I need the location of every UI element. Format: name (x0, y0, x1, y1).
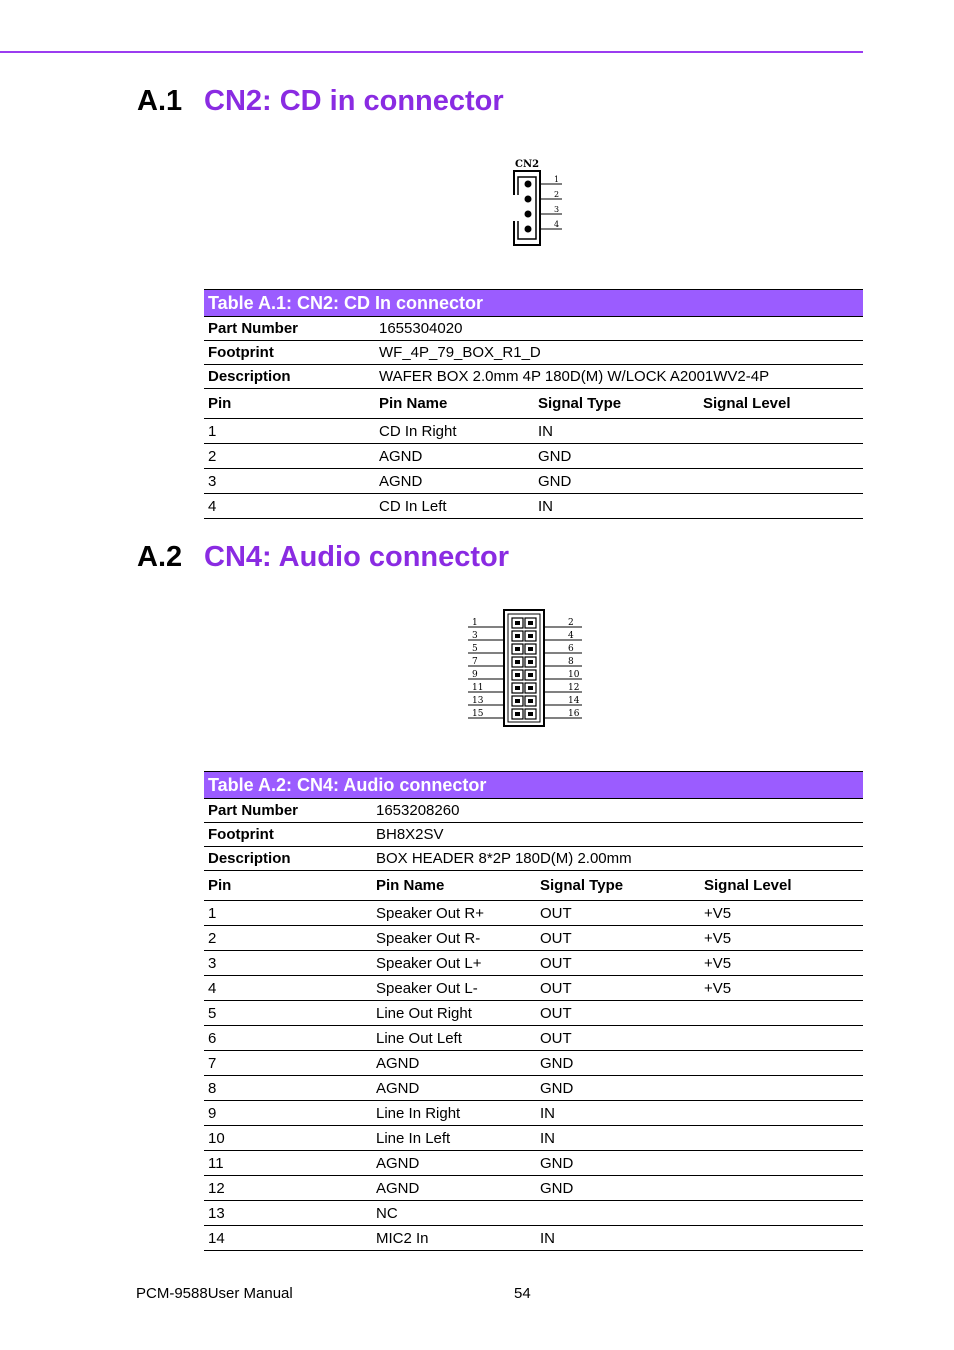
signal-type-cell: IN (534, 494, 699, 519)
cn4-pin-odd-core (515, 634, 520, 638)
pin-cell: 11 (204, 1151, 372, 1176)
part-number-label: Part Number (204, 317, 375, 341)
footer-page-number: 54 (514, 1285, 531, 1302)
signal-type-cell: GND (536, 1076, 700, 1101)
pin-name-cell: Line Out Right (372, 1001, 536, 1026)
cn4-pin-odd-core (515, 686, 520, 690)
table-row (204, 419, 863, 444)
signal-type-cell: OUT (536, 901, 700, 926)
column-header-pin: Pin (204, 389, 375, 419)
cn4-pin-even-core (528, 660, 533, 664)
cn4-connector-diagram (462, 606, 592, 731)
signal-level-cell: +V5 (700, 926, 863, 951)
table-row (204, 494, 863, 519)
table-row (204, 1201, 863, 1226)
cn4-pin-label-right: 8 (568, 657, 574, 667)
part-number-value: 1653208260 (372, 799, 863, 823)
pin-name-cell: AGND (375, 469, 534, 494)
cn4-pin-label-left: 5 (472, 644, 478, 654)
pin-name-cell: AGND (372, 1151, 536, 1176)
signal-level-cell (700, 1051, 863, 1076)
pin-cell: 13 (204, 1201, 372, 1226)
pin-name-cell: Speaker Out L- (372, 976, 536, 1001)
cn4-pin-label-left: 3 (472, 631, 478, 641)
cn4-pin-even-core (528, 699, 533, 703)
signal-type-cell: GND (536, 1051, 700, 1076)
pin-name-cell: Line In Left (372, 1126, 536, 1151)
pin-cell: 12 (204, 1176, 372, 1201)
cn4-pin-label-left: 1 (472, 618, 478, 628)
signal-level-cell (699, 494, 863, 519)
signal-type-cell: GND (536, 1151, 700, 1176)
table-row (204, 1176, 863, 1201)
table-row (204, 1051, 863, 1076)
cn2-pin-label: 1 (554, 175, 560, 184)
signal-type-cell: OUT (536, 1001, 700, 1026)
cn4-pin-label-left: 9 (472, 670, 478, 680)
cn4-pin-odd-core (515, 699, 520, 703)
pin-cell: 3 (204, 951, 372, 976)
cn4-pin-odd-core (515, 647, 520, 651)
table-row (204, 1101, 863, 1126)
pin-cell: 6 (204, 1026, 372, 1051)
signal-level-cell (700, 1151, 863, 1176)
signal-level-cell (699, 444, 863, 469)
pin-name-cell: NC (372, 1201, 536, 1226)
table-caption: Table A.2: CN4: Audio connector (204, 772, 863, 799)
signal-level-cell (700, 1076, 863, 1101)
cn2-pin-1 (525, 181, 532, 188)
pin-name-cell: AGND (375, 444, 534, 469)
cn4-pin-label-right: 4 (568, 631, 574, 641)
cn4-pin-label-left: 13 (472, 696, 484, 706)
section-heading-a2 (137, 537, 509, 577)
signal-type-cell: IN (536, 1226, 700, 1251)
column-header-signal-type: Signal Type (534, 389, 699, 419)
table-row (204, 951, 863, 976)
cn4-pins (468, 618, 582, 719)
pin-cell: 7 (204, 1051, 372, 1076)
signal-level-cell: +V5 (700, 976, 863, 1001)
column-header-signal-level: Signal Level (699, 389, 863, 419)
cn2-pin-4 (525, 226, 532, 233)
cn4-pin-even-core (528, 647, 533, 651)
cn2-pin-label: 2 (554, 190, 560, 199)
table-row (204, 901, 863, 926)
cn2-pin-label: 3 (554, 205, 560, 214)
cn4-pin-even-core (528, 673, 533, 677)
cn4-pin-label-right: 12 (568, 683, 580, 693)
cn4-pin-odd-core (515, 660, 520, 664)
cn4-pin-label-left: 11 (472, 683, 484, 693)
cn2-connector-label: CN2 (515, 159, 540, 170)
pin-name-cell: Speaker Out R+ (372, 901, 536, 926)
signal-type-cell: OUT (536, 1026, 700, 1051)
pin-name-cell: Line Out Left (372, 1026, 536, 1051)
pin-cell: 4 (204, 494, 375, 519)
table-row (204, 1026, 863, 1051)
section-title: CN2: CD in connector (204, 85, 504, 117)
cn4-pin-label-right: 2 (568, 618, 574, 628)
pin-cell: 14 (204, 1226, 372, 1251)
pin-cell: 4 (204, 976, 372, 1001)
signal-type-cell: OUT (536, 926, 700, 951)
cn4-pin-even-core (528, 621, 533, 625)
footprint-label: Footprint (204, 341, 375, 365)
cn2-pin-2 (525, 196, 532, 203)
table-caption: Table A.1: CN2: CD In connector (204, 290, 863, 317)
signal-type-cell: IN (534, 419, 699, 444)
cn2-pin-label: 4 (554, 220, 560, 229)
signal-level-cell (700, 1176, 863, 1201)
part-number-value: 1655304020 (375, 317, 863, 341)
signal-type-cell (536, 1201, 700, 1226)
cn2-pin-3 (525, 211, 532, 218)
pin-cell: 1 (204, 901, 372, 926)
cn4-pin-label-right: 16 (568, 709, 580, 719)
signal-type-cell: OUT (536, 951, 700, 976)
table-row (204, 444, 863, 469)
pin-cell: 9 (204, 1101, 372, 1126)
signal-type-cell: IN (536, 1126, 700, 1151)
signal-level-cell (699, 469, 863, 494)
cn2-connector-diagram (500, 155, 570, 250)
signal-level-cell (700, 1201, 863, 1226)
footprint-value: BH8X2SV (372, 823, 863, 847)
column-header-pin-name: Pin Name (372, 871, 536, 901)
cn2-lock-notch (513, 195, 519, 221)
signal-type-cell: OUT (536, 976, 700, 1001)
section-number: A.1 (137, 85, 183, 117)
signal-level-cell (700, 1101, 863, 1126)
table-row (204, 1001, 863, 1026)
pin-name-cell: CD In Right (375, 419, 534, 444)
section-number: A.2 (137, 541, 183, 573)
pin-name-cell: MIC2 In (372, 1226, 536, 1251)
pin-name-cell: CD In Left (375, 494, 534, 519)
column-header-pin: Pin (204, 871, 372, 901)
pin-cell: 3 (204, 469, 375, 494)
table-row (204, 926, 863, 951)
signal-type-cell: GND (536, 1176, 700, 1201)
table-row (204, 469, 863, 494)
pin-name-cell: AGND (372, 1076, 536, 1101)
pin-cell: 10 (204, 1126, 372, 1151)
cn4-pin-odd-core (515, 621, 520, 625)
pin-cell: 8 (204, 1076, 372, 1101)
signal-level-cell (700, 1126, 863, 1151)
section-heading-a1 (137, 81, 504, 121)
description-label: Description (204, 847, 372, 871)
cn4-pin-label-right: 10 (568, 670, 580, 680)
signal-level-cell: +V5 (700, 901, 863, 926)
table-a2 (204, 771, 863, 1251)
part-number-label: Part Number (204, 799, 372, 823)
pin-name-cell: Speaker Out L+ (372, 951, 536, 976)
signal-type-cell: GND (534, 444, 699, 469)
signal-level-cell (699, 419, 863, 444)
column-header-signal-level: Signal Level (700, 871, 863, 901)
cn4-pin-label-right: 14 (568, 696, 580, 706)
table-row (204, 976, 863, 1001)
signal-type-cell: IN (536, 1101, 700, 1126)
pin-name-cell: Line In Right (372, 1101, 536, 1126)
section-title: CN4: Audio connector (204, 541, 510, 573)
description-value: BOX HEADER 8*2P 180D(M) 2.00mm (372, 847, 863, 871)
description-value: WAFER BOX 2.0mm 4P 180D(M) W/LOCK A2001WV2-4P (375, 365, 863, 389)
footprint-label: Footprint (204, 823, 372, 847)
signal-type-cell: GND (534, 469, 699, 494)
cn4-pin-even-core (528, 712, 533, 716)
cn4-pin-even-core (528, 686, 533, 690)
footprint-value: WF_4P_79_BOX_R1_D (375, 341, 863, 365)
cn4-pin-odd-core (515, 712, 520, 716)
table-row (204, 1226, 863, 1251)
cn4-housing (504, 610, 544, 726)
table-row (204, 1151, 863, 1176)
header-rule (0, 51, 863, 53)
cn4-pin-label-left: 15 (472, 709, 484, 719)
pin-cell: 5 (204, 1001, 372, 1026)
signal-level-cell (700, 1001, 863, 1026)
pin-name-cell: Speaker Out R- (372, 926, 536, 951)
table-a1 (204, 289, 863, 519)
column-header-pin-name: Pin Name (375, 389, 534, 419)
table-row (204, 1076, 863, 1101)
pin-cell: 2 (204, 444, 375, 469)
cn4-pin-odd-core (515, 673, 520, 677)
pin-name-cell: AGND (372, 1051, 536, 1076)
table-row (204, 1126, 863, 1151)
cn4-pin-label-left: 7 (472, 657, 478, 667)
pin-cell: 1 (204, 419, 375, 444)
pin-cell: 2 (204, 926, 372, 951)
cn4-pin-even-core (528, 634, 533, 638)
signal-level-cell: +V5 (700, 951, 863, 976)
description-label: Description (204, 365, 375, 389)
column-header-signal-type: Signal Type (536, 871, 700, 901)
signal-level-cell (700, 1026, 863, 1051)
footer-manual-title: PCM-9588User Manual (136, 1285, 293, 1302)
pin-name-cell: AGND (372, 1176, 536, 1201)
signal-level-cell (700, 1226, 863, 1251)
cn4-pin-label-right: 6 (568, 644, 574, 654)
